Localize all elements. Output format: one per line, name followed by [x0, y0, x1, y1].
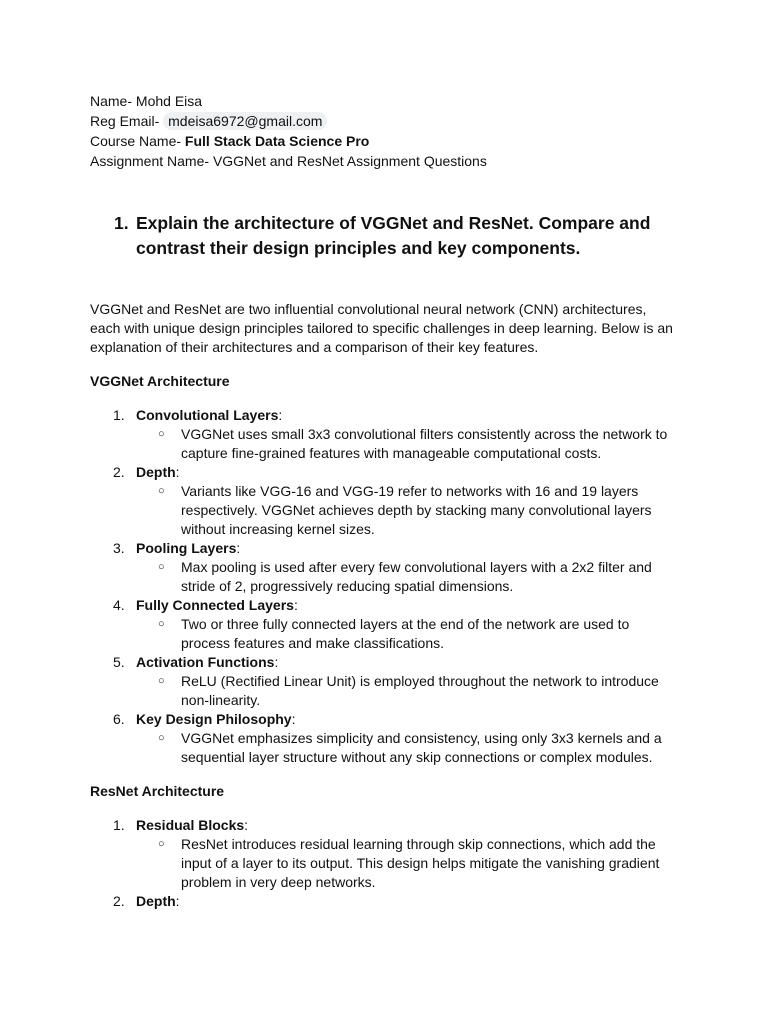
- resnet-list: [90, 816, 690, 911]
- intro-paragraph: VGGNet and ResNet are two influential convolutional neural network (CNN) architectures, each with unique design principles tailored to specific challenges in deep learning. Below is an explanation of their architectures and a comparison of their key features.: [90, 301, 673, 355]
- list-item-number-cell: [90, 710, 136, 729]
- list-item-colon: :: [244, 817, 249, 833]
- list-item: [90, 710, 690, 767]
- assignment-line: [90, 151, 690, 171]
- sub-bullet-text: Variants like VGG-16 and VGG-19 refer to networks with 16 and 19 layers respectively. VGGNet achieves depth by stacking many convolutional layers without increasing kernel sizes.: [181, 483, 652, 537]
- list-item-number-cell: [90, 463, 136, 482]
- list-item-number: 2.: [113, 893, 125, 909]
- list-item-number: 6.: [113, 711, 125, 727]
- list-item-number-cell: [90, 816, 136, 835]
- hollow-circle-bullet-icon: ○: [158, 618, 165, 630]
- list-item-title-wrap: [136, 596, 298, 615]
- list-item-head: [90, 816, 690, 835]
- list-item-colon: :: [291, 711, 296, 727]
- vgg-heading: VGGNet Architecture: [90, 373, 230, 389]
- sub-bullet-item: [158, 729, 690, 767]
- list-item-title: Activation Functions: [136, 654, 275, 670]
- list-item: [90, 463, 690, 539]
- sub-bullet-item: [158, 615, 690, 653]
- list-item-title: Key Design Philosophy: [136, 711, 292, 727]
- question-text: Explain the architecture of VGGNet and ResNet. Compare and contrast their design principles and key components.: [136, 213, 651, 258]
- course-value: Full Stack Data Science Pro: [184, 133, 370, 149]
- list-item-head: [90, 406, 690, 425]
- hollow-circle-bullet-icon: ○: [158, 428, 165, 440]
- vgg-list: [90, 406, 690, 767]
- question-number: 1.: [114, 213, 129, 233]
- list-item-head: [90, 539, 690, 558]
- list-item-colon: :: [293, 597, 298, 613]
- list-item-number-cell: [90, 596, 136, 615]
- list-item-number: 1.: [113, 817, 125, 833]
- hollow-circle-bullet-icon: ○: [158, 732, 165, 744]
- hollow-circle-bullet-icon: ○: [158, 561, 165, 573]
- hollow-circle-bullet-icon: ○: [158, 485, 165, 497]
- sub-bullet-item: [158, 558, 690, 596]
- list-item: [90, 653, 690, 710]
- name-label: Name-: [90, 93, 136, 109]
- sub-bullet-text: VGGNet emphasizes simplicity and consistency, using only 3x3 kernels and a sequential layer structure without any skip connections or complex modules.: [181, 730, 662, 765]
- list-item-head: [90, 463, 690, 482]
- list-item-title: Depth: [136, 893, 176, 909]
- email-chip[interactable]: mdeisa6972@gmail.com: [163, 112, 327, 130]
- course-line: [90, 131, 690, 151]
- list-item-head: [90, 596, 690, 615]
- list-item-title: Depth: [136, 464, 176, 480]
- list-item-colon: :: [175, 893, 180, 909]
- list-item-title-wrap: [136, 816, 248, 835]
- hollow-circle-bullet-icon: ○: [158, 675, 165, 687]
- list-item: [90, 539, 690, 596]
- list-item-title: Convolutional Layers: [136, 407, 279, 423]
- assignment-value: VGGNet and ResNet Assignment Questions: [212, 153, 487, 169]
- list-item-number: 2.: [113, 464, 125, 480]
- list-item-title: Fully Connected Layers: [136, 597, 294, 613]
- question-heading: [90, 211, 690, 261]
- sub-bullet-text: Max pooling is used after every few convolutional layers with a 2x2 filter and stride of 2, progressively reducing spatial dimensions.: [181, 559, 652, 594]
- list-item-colon: :: [278, 407, 283, 423]
- document-page: [90, 91, 690, 911]
- list-item-title: Residual Blocks: [136, 817, 245, 833]
- list-item-title-wrap: [136, 710, 295, 729]
- list-item-number-cell: [90, 892, 136, 911]
- resnet-heading: ResNet Architecture: [90, 783, 225, 799]
- list-item-number: 5.: [113, 654, 125, 670]
- list-item-head: [90, 710, 690, 729]
- sub-bullet-text: ResNet introduces residual learning through skip connections, which add the input of a layer to its output. This design helps mitigate the vanishing gradient problem in very deep networks.: [181, 836, 660, 890]
- sub-bullet-item: [158, 482, 690, 539]
- list-item-head: [90, 892, 690, 911]
- list-item-number-cell: [90, 406, 136, 425]
- email-line: [90, 111, 690, 131]
- list-item-title: Pooling Layers: [136, 540, 237, 556]
- sub-bullet-item: [158, 672, 690, 710]
- name-line: [90, 91, 690, 111]
- list-item-number: 1.: [113, 407, 125, 423]
- list-item-number: 3.: [113, 540, 125, 556]
- list-item-number: 4.: [113, 597, 125, 613]
- list-item-colon: :: [274, 654, 279, 670]
- list-item-title-wrap: [136, 539, 240, 558]
- list-item-title-wrap: [136, 653, 278, 672]
- name-value: Mohd Eisa: [135, 93, 203, 109]
- list-item: [90, 406, 690, 463]
- list-item-head: [90, 653, 690, 672]
- sub-bullet-item: [158, 425, 690, 463]
- list-item: [90, 816, 690, 892]
- sub-bullet-text: VGGNet uses small 3x3 convolutional filters consistently across the network to capture fine-grained features with manageable computational costs.: [181, 426, 668, 461]
- list-item-number-cell: [90, 653, 136, 672]
- list-item: [90, 892, 690, 911]
- list-item-number-cell: [90, 539, 136, 558]
- list-item-title-wrap: [136, 463, 180, 482]
- sub-bullet-item: [158, 835, 690, 892]
- list-item: [90, 596, 690, 653]
- sub-bullet-text: Two or three fully connected layers at the end of the network are used to process features and make classifications.: [181, 616, 630, 651]
- list-item-title-wrap: [136, 892, 180, 911]
- list-item-colon: :: [236, 540, 241, 556]
- sub-bullet-text: ReLU (Rectified Linear Unit) is employed throughout the network to introduce non-linearity.: [181, 673, 659, 708]
- course-label: Course Name-: [90, 133, 185, 149]
- email-label: Reg Email-: [90, 113, 164, 129]
- list-item-title-wrap: [136, 406, 282, 425]
- list-item-colon: :: [175, 464, 180, 480]
- hollow-circle-bullet-icon: ○: [158, 838, 165, 850]
- assignment-label: Assignment Name-: [90, 153, 213, 169]
